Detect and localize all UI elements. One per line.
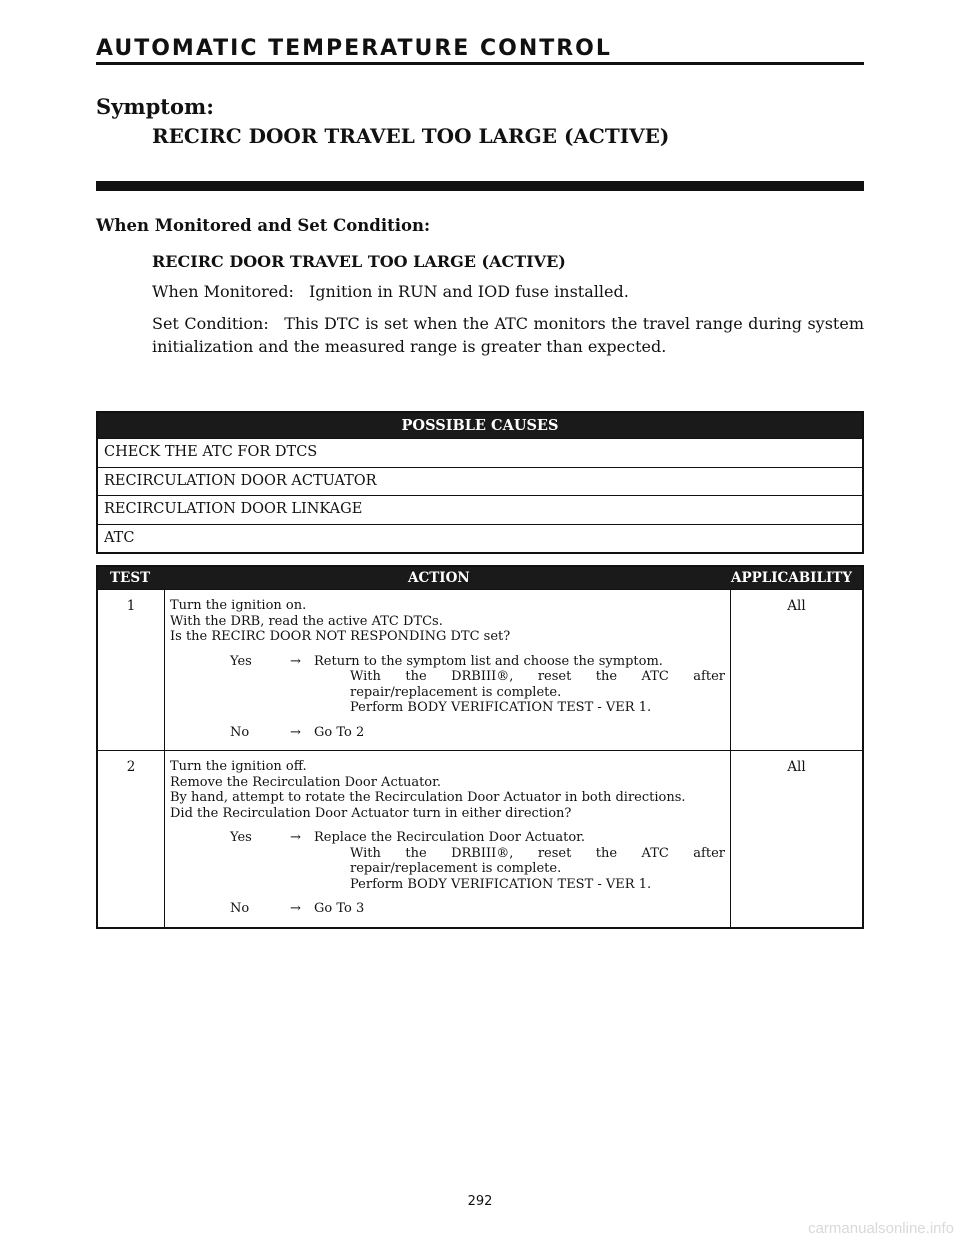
monitoring-heading: When Monitored and Set Condition: [96,216,431,235]
test-row [98,589,862,750]
watermark: carmanualsonline.info [808,1220,954,1237]
when-monitored-label: When Monitored: [152,282,294,301]
no-label: No [230,724,250,740]
test-table-header [98,567,862,589]
arrow-icon: → [290,830,301,845]
no-text: Go To 3 [314,901,365,916]
header-applicability: APPLICABILITY [730,570,852,586]
action-step: With the DRB, read the active ATC DTCs. [170,613,443,629]
test-number: 1 [98,590,165,750]
arrow-icon: → [290,901,301,916]
symptom-title: RECIRC DOOR TRAVEL TOO LARGE (ACTIVE) [152,124,670,148]
yes-label: Yes [230,653,252,669]
action-step: By hand, attempt to rotate the Recirculation Door Actuator in both directions. [170,790,686,805]
possible-causes-heading: POSSIBLE CAUSES [98,413,862,438]
possible-causes-table [96,411,864,554]
cause-item: RECIRCULATION DOOR LINKAGE [98,495,862,524]
arrow-icon: → [290,724,301,740]
action-step: Turn the ignition on. [170,598,307,613]
when-monitored [152,282,629,301]
action-step: Is the RECIRC DOOR NOT RESPONDING DTC set? [170,629,511,644]
yes-text: Replace the Recirculation Door Actuator. [314,830,586,845]
test-number: 2 [98,751,165,927]
test-row [98,750,862,927]
no-branch [170,901,725,917]
cause-item: RECIRCULATION DOOR ACTUATOR [98,467,862,496]
set-condition [152,312,864,358]
no-text: Go To 2 [314,724,365,740]
page-number: 292 [467,1194,493,1209]
cause-item: ATC [98,524,862,553]
cause-item: CHECK THE ATC FOR DTCS [98,438,862,467]
yes-subtext: With the DRBIII®, reset the ATC after repair/replacement is complete. [350,845,725,876]
when-monitored-text: Ignition in RUN and IOD fuse installed. [308,282,629,301]
yes-branch [170,654,725,716]
yes-branch [170,830,725,892]
section-title: AUTOMATIC TEMPERATURE CONTROL [96,36,612,61]
test-applicability: All [787,598,806,614]
test-applicability: All [787,759,806,775]
symptom-label: Symptom: [96,94,214,119]
no-label: No [230,901,250,916]
yes-subtext: Perform BODY VERIFICATION TEST - VER 1. [350,876,652,892]
arrow-icon: → [290,653,301,669]
test-action [165,751,731,927]
test-table [96,565,864,929]
yes-subtext: With the DRBIII®, reset the ATC after repair/replacement is complete. [350,669,725,700]
action-step: Did the Recirculation Door Actuator turn in either direction? [170,805,572,821]
action-step: Turn the ignition off. [170,759,307,774]
yes-text: Return to the symptom list and choose the symptom. [314,653,663,669]
set-condition-text: This DTC is set when the ATC monitors the travel range during system initialization and the measured range is greater than expected. [152,314,865,356]
header-test: TEST [110,570,151,586]
header-action: ACTION [408,570,470,586]
test-action [165,590,731,750]
set-condition-label: Set Condition: [152,314,269,333]
no-branch [170,725,725,741]
yes-label: Yes [230,830,252,845]
title-rule [96,62,864,65]
section-divider [96,181,864,191]
yes-subtext: Perform BODY VERIFICATION TEST - VER 1. [350,700,652,715]
action-step: Remove the Recirculation Door Actuator. [170,774,442,790]
monitoring-code: RECIRC DOOR TRAVEL TOO LARGE (ACTIVE) [152,252,566,271]
